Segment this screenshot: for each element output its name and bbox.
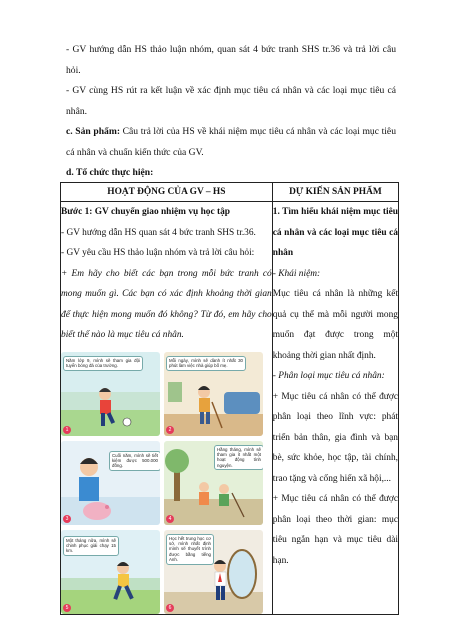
intro-section <box>66 40 396 184</box>
illustration-panel-4 <box>164 441 263 525</box>
speech-bubble-4: Hằng tháng, mình sẽ tham gia ít nhất một hoạt động tình nguyện. <box>214 445 263 471</box>
classification-by-time: + Mục tiêu cá nhân có thể được phân loại theo thời gian: mục tiêu ngắn hạn và mục tiêu dài hạn. <box>272 494 398 566</box>
speech-bubble-6: Học hết trung học cơ sở, mình nhất định mình sẽ thuyết trình được bằng tiếng Anh. <box>166 534 214 565</box>
illustration-panel-5 <box>61 530 160 614</box>
intro-line-2: - GV cùng HS rút ra kết luận về xác định mục tiêu cá nhân và các loại mục tiêu cá nhân. <box>66 85 396 117</box>
illustration-panel-6 <box>164 530 263 614</box>
illustration-panel-2 <box>164 352 263 436</box>
section-1-title: 1. Tìm hiểu khái niệm mục tiêu cá nhân và các loại mục tiêu cá nhân <box>272 207 398 258</box>
expected-product-cell <box>272 202 398 615</box>
teacher-activity-cell <box>61 202 273 615</box>
classification-label: - Phân loại mục tiêu cá nhân: <box>272 371 385 381</box>
concept-label: - Khái niệm: <box>272 268 321 279</box>
panel-number-3: 3 <box>63 515 71 523</box>
discussion-question: + Em hãy cho biết các bạn trong mỗi bức tranh có mong muốn gì. Các bạn có xác định khoảng thời gian để thực hiện mong muốn đó không? Từ đó, em hãy cho biết thế nào là mục tiêu cá nhân. <box>61 268 272 340</box>
panel-number-4: 4 <box>166 515 174 523</box>
panel-number-2: 2 <box>166 426 174 434</box>
product-paragraph <box>66 122 396 163</box>
speech-bubble-2: Mỗi ngày, mình sẽ dành ít nhất 30 phút làm việc nhà giúp bố mẹ. <box>166 356 246 371</box>
product-label: c. Sản phẩm: <box>66 126 121 137</box>
illustration-panel-3 <box>61 441 160 525</box>
panel-number-6: 6 <box>166 604 174 612</box>
classification-by-field: + Mục tiêu cá nhân có thể được phân loại theo lĩnh vực: phát triển bản thân, gia đình và bạn bè, sức khỏe, học tập, tài chính, trao tặng và cống hiến xã hội,... <box>272 391 398 484</box>
intro-line-1: - GV hướng dẫn HS thảo luận nhóm, quan sát 4 bức tranh SHS tr.36 và trả lời câu hỏi. <box>66 44 396 76</box>
panel-number-5: 5 <box>63 604 71 612</box>
instruction-1: - GV hướng dẫn HS quan sát 4 bức tranh SHS tr.36. <box>61 227 256 238</box>
speech-bubble-5: Một tháng nữa, mình sẽ chinh phục giải chạy 15 km. <box>63 536 119 557</box>
illustration-panel-1 <box>61 352 160 436</box>
instruction-2: - GV yêu cầu HS thảo luận nhóm và trả lời câu hỏi: <box>61 248 255 258</box>
speech-bubble-3: Cuối năm, mình sẽ tiết kiệm được 500.000 đồng. <box>109 451 160 472</box>
step-1-title: Bước 1: GV chuyển giao nhiệm vụ học tập <box>61 207 230 217</box>
concept-text: Mục tiêu cá nhân là những kết quả cụ thể mà mỗi người mong muốn đạt được trong một khoảng thời gian nhất định. <box>272 289 398 361</box>
header-expected-product: DỰ KIẾN SẢN PHẨM <box>272 183 398 202</box>
activity-table <box>60 182 399 615</box>
panel-number-1: 1 <box>63 426 71 434</box>
product-text: Câu trả lời của HS về khái niệm mục tiêu cá nhân và các loại mục tiêu cá nhân và chuẩn kiến thức của GV. <box>66 126 396 158</box>
organize-label: d. Tổ chức thực hiện: <box>66 167 154 178</box>
speech-bubble-1: Năm lớp 9, mình sẽ tham gia đội tuyển bóng đá của trường. <box>63 356 143 371</box>
illustration-grid <box>61 352 263 614</box>
header-teacher-student: HOẠT ĐỘNG CỦA GV – HS <box>61 183 273 202</box>
